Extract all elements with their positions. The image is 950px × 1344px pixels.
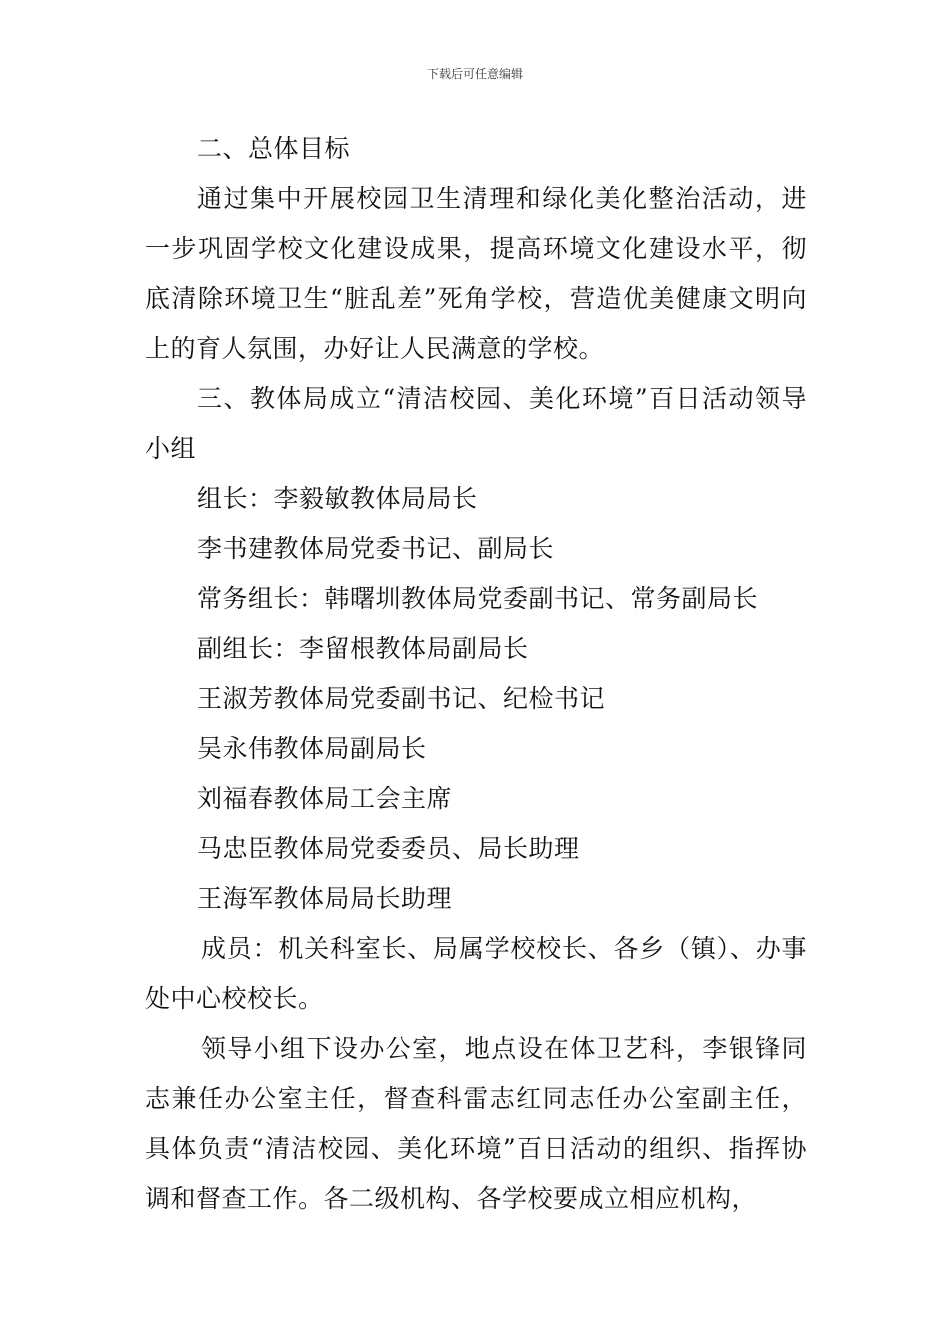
- roster-line-leader-2: 李书建教体局党委书记、副局长: [197, 534, 555, 563]
- roster-line-deputy-3: 吴永伟教体局副局长: [197, 734, 427, 763]
- members-paragraph: 成员：机关科室长、局属学校校长、各乡（镇）、办事处中心校校长。: [145, 934, 807, 1013]
- roster-line-leader: 组长：李毅敏教体局局长: [197, 484, 478, 513]
- roster-line-deputy-leader: 副组长：李留根教体局副局长: [197, 634, 529, 663]
- document-body: [145, 124, 807, 1224]
- section-2-heading: 二、总体目标: [197, 134, 351, 163]
- roster-line-deputy-6: 王海军教体局局长助理: [197, 884, 453, 913]
- office-paragraph: 领导小组下设办公室，地点设在体卫艺科，李银锋同志兼任办公室主任，督查科雷志红同志任办公室副主任，具体负责“清洁校园、美化环境”百日活动的组织、指挥协调和督查工作。各二级机构、各学校要成立相应机构，: [145, 1034, 807, 1213]
- roster-line-executive-leader: 常务组长：韩曙圳教体局党委副书记、常务副局长: [197, 584, 759, 613]
- section-3-heading: 三、教体局成立“清洁校园、美化环境”百日活动领导小组: [145, 384, 807, 463]
- roster-line-deputy-4: 刘福春教体局工会主席: [197, 784, 453, 813]
- roster-line-deputy-2: 王淑芳教体局党委副书记、纪检书记: [197, 684, 606, 713]
- section-2-paragraph: 通过集中开展校园卫生清理和绿化美化整治活动，进一步巩固学校文化建设成果，提高环境文化建设水平，彻底清除环境卫生“脏乱差”死角学校，营造优美健康文明向上的育人氛围，办好让人民满意的学校。: [145, 184, 807, 363]
- page-header-note: 下载后可任意编辑: [426, 67, 523, 81]
- roster-line-deputy-5: 马忠臣教体局党委委员、局长助理: [197, 834, 580, 863]
